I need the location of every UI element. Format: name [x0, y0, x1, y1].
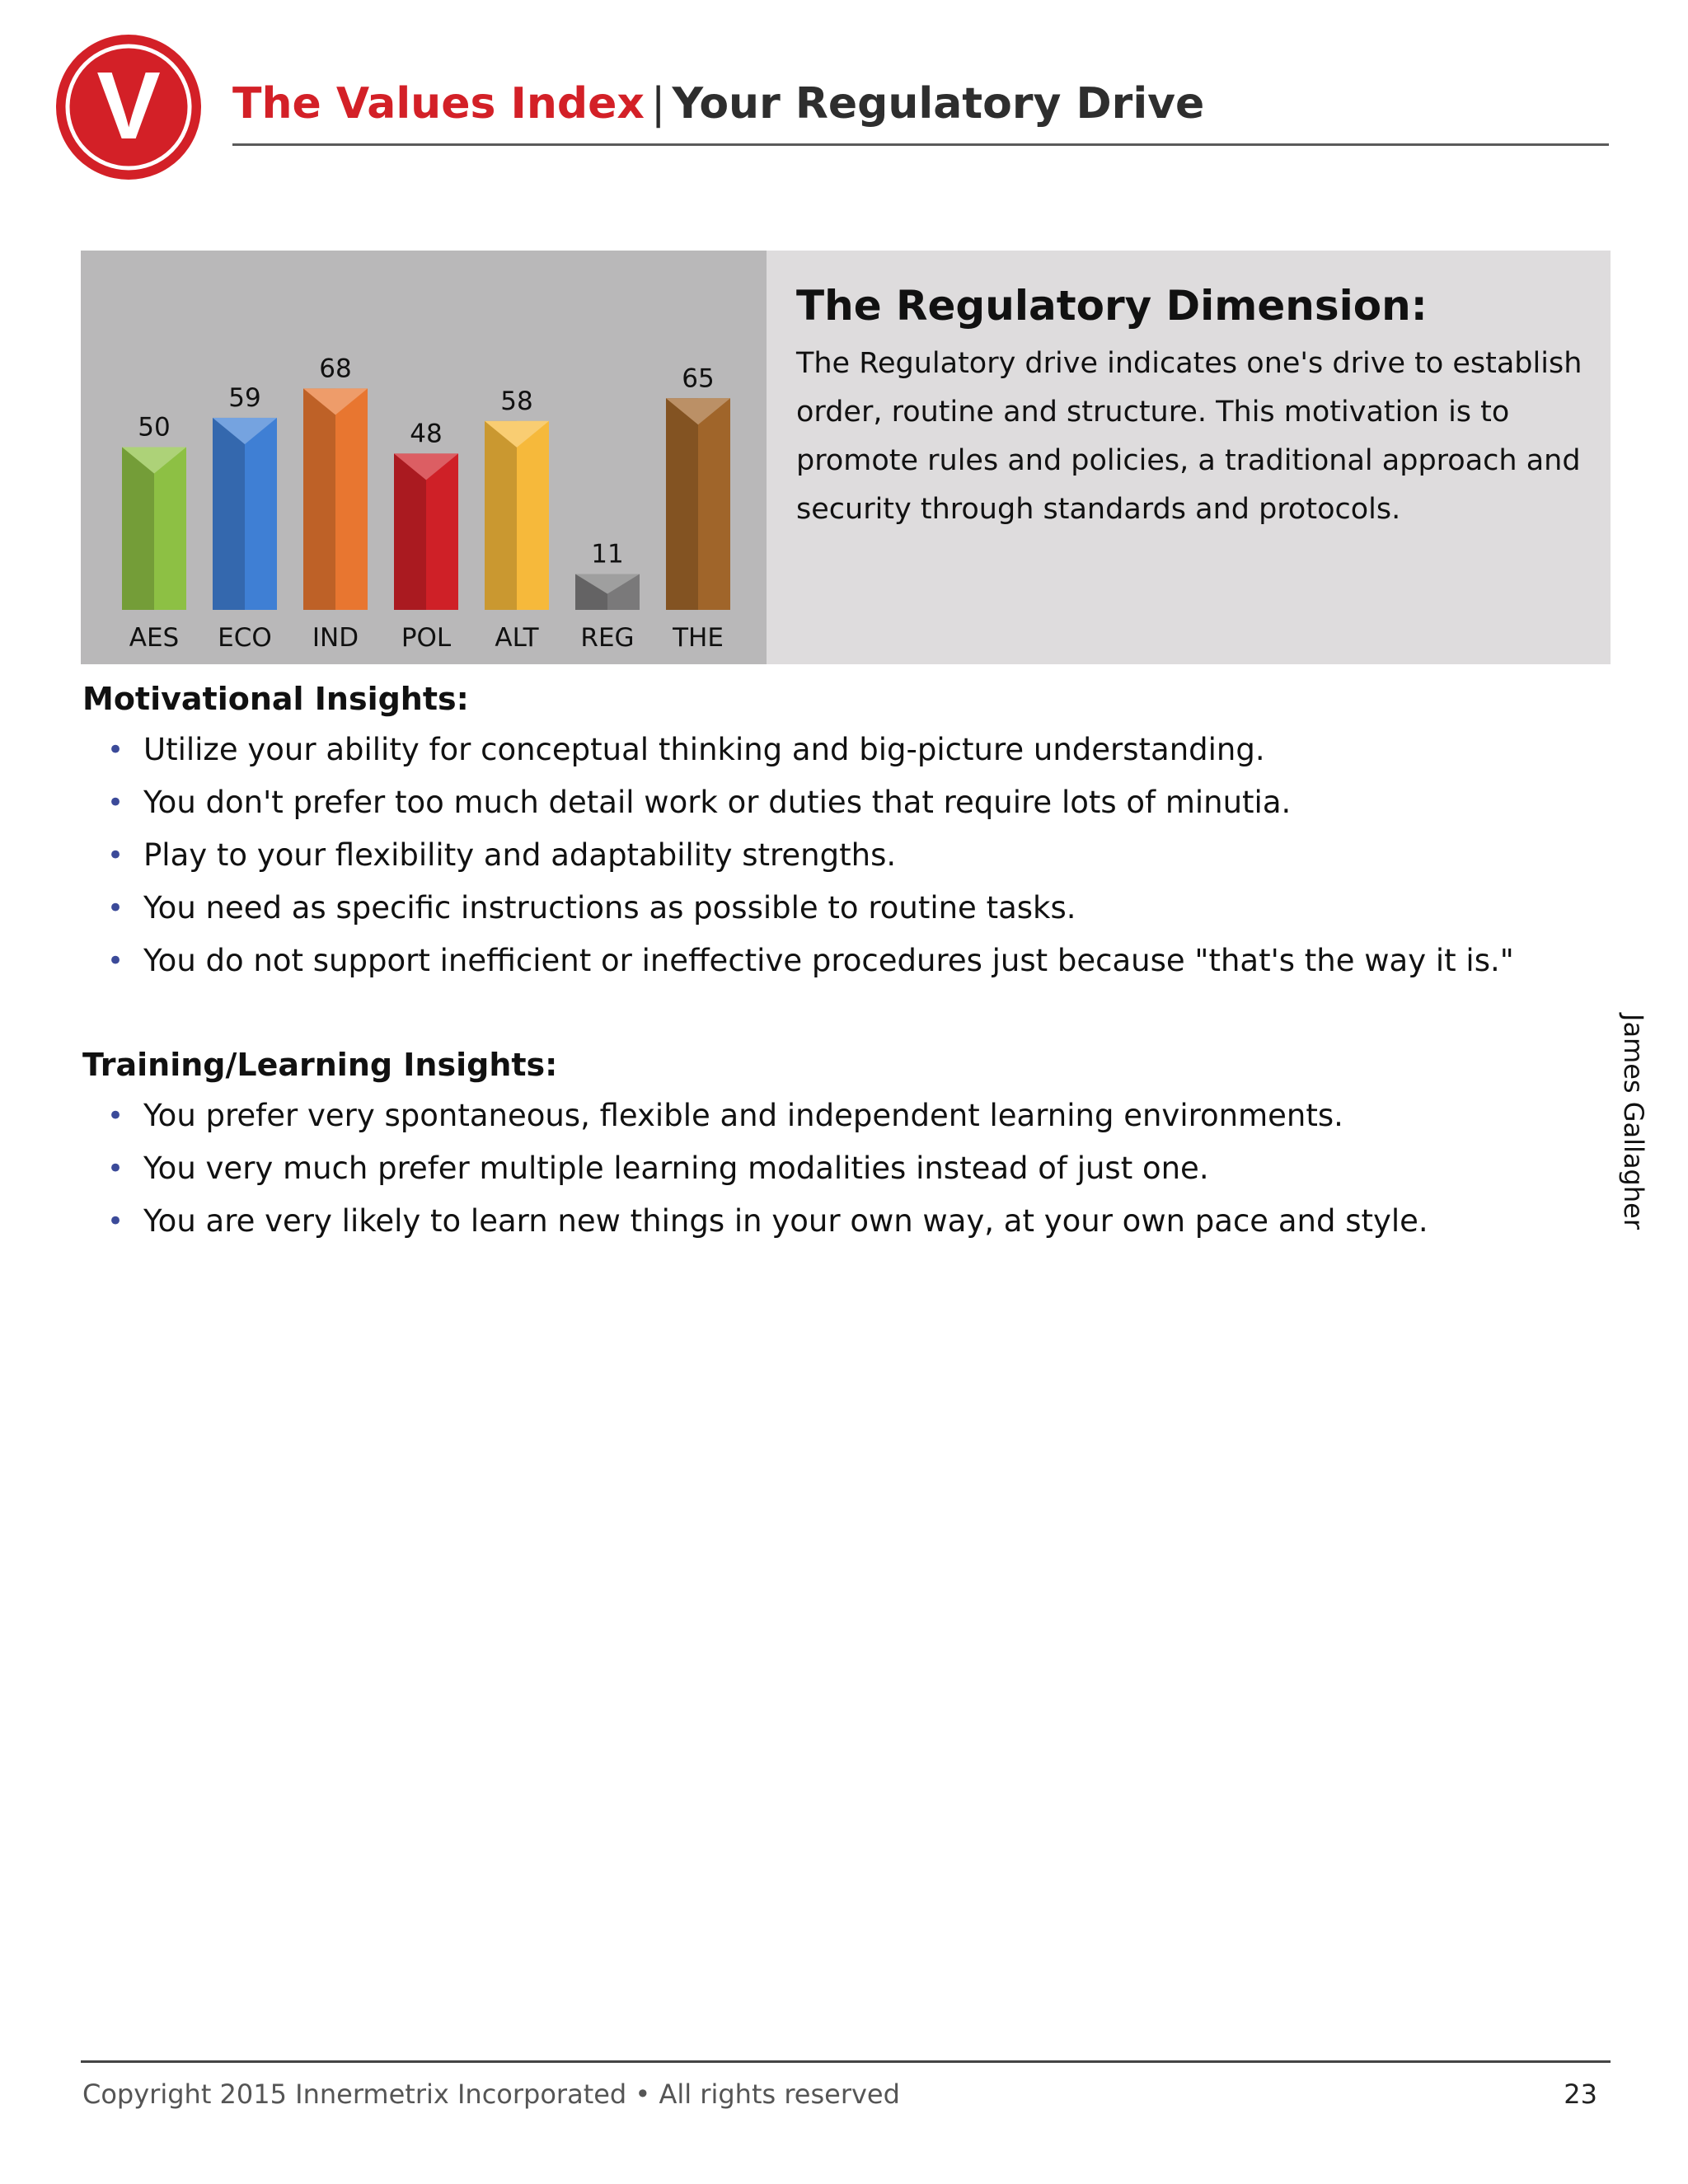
data-label-alt: 58 [500, 386, 533, 416]
bullet-icon: • [107, 1152, 124, 1185]
bullet-icon: • [107, 1099, 124, 1132]
bullet-icon: • [107, 733, 124, 766]
data-label-aes: 50 [138, 412, 171, 443]
bullet-icon: • [107, 786, 124, 819]
header-divider [232, 143, 1609, 146]
tick-label-eco: ECO [218, 623, 272, 653]
logo-letter: V [96, 52, 161, 159]
title-separator: | [650, 79, 666, 129]
bar-eco-face [245, 418, 277, 610]
bullet-icon: • [107, 892, 124, 925]
brand-title: The Values Index [232, 79, 645, 129]
page-number: 23 [1564, 2079, 1597, 2110]
list-item: • You prefer very spontaneous, flexible and independent learning environments. [107, 1090, 1428, 1142]
bar-aes [122, 448, 154, 611]
bar-alt [485, 421, 517, 610]
bar-pol [394, 453, 426, 610]
training-insights-list [107, 1090, 1428, 1248]
bar-the-face [698, 398, 730, 610]
dimension-title: The Regulatory Dimension: [796, 282, 1428, 330]
data-label-eco: 59 [228, 382, 261, 413]
list-item: • You need as specific instructions as possible to routine tasks. [107, 882, 1514, 935]
values-index-logo [54, 33, 203, 181]
page-title: Your Regulatory Drive [672, 79, 1205, 129]
bullet-icon: • [107, 839, 124, 872]
bar-eco [213, 418, 245, 610]
bullet-icon: • [107, 1205, 124, 1238]
list-item: • You don't prefer too much detail work or duties that require lots of minutia. [107, 776, 1514, 829]
bar-the [666, 398, 698, 610]
tick-label-pol: POL [401, 623, 452, 653]
motivational-insights-heading: Motivational Insights: [82, 681, 469, 717]
dimension-info-panel [767, 251, 1611, 664]
values-bar-chart [81, 251, 767, 664]
training-insights-heading: Training/Learning Insights: [82, 1047, 558, 1083]
bar-ind-face [335, 388, 368, 610]
data-label-ind: 68 [319, 354, 352, 384]
data-label-pol: 48 [410, 419, 443, 449]
copyright-notice: Copyright 2015 Innermetrix Incorporated • All rights reserved [82, 2079, 900, 2110]
list-item: • Utilize your ability for conceptual thinking and big-picture understanding. [107, 724, 1514, 776]
list-item: • You do not support inefficient or ineffective procedures just because "that's the way it is." [107, 935, 1514, 987]
dimension-description: The Regulatory drive indicates one's drive to establish order, routine and structure. This motivation is to promote rules and policies, a traditional approach and security through standards and protocols. [796, 347, 1582, 526]
tick-label-ind: IND [312, 623, 359, 653]
list-item: • You are very likely to learn new things in your own way, at your own pace and style. [107, 1195, 1428, 1248]
chart-panel [81, 251, 767, 664]
motivational-insights-list [107, 724, 1514, 987]
footer-divider [81, 2060, 1611, 2063]
bullet-icon: • [107, 944, 124, 977]
tick-label-the: THE [673, 623, 724, 653]
respondent-name: James Gallagher [1618, 1014, 1649, 1230]
bar-pol-face [426, 453, 458, 610]
bar-alt-face [517, 421, 549, 610]
data-label-the: 65 [682, 363, 715, 394]
tick-label-aes: AES [129, 623, 180, 653]
tick-label-alt: ALT [495, 623, 539, 653]
respondent-name-vertical [1609, 1014, 1658, 1228]
page-header [232, 77, 1204, 130]
list-item: • You very much prefer multiple learning modalities instead of just one. [107, 1142, 1428, 1195]
data-label-reg: 11 [591, 539, 624, 569]
list-item: • Play to your flexibility and adaptability strengths. [107, 829, 1514, 882]
bar-aes-face [154, 448, 186, 611]
bar-ind [303, 388, 335, 610]
tick-label-reg: REG [580, 623, 635, 653]
